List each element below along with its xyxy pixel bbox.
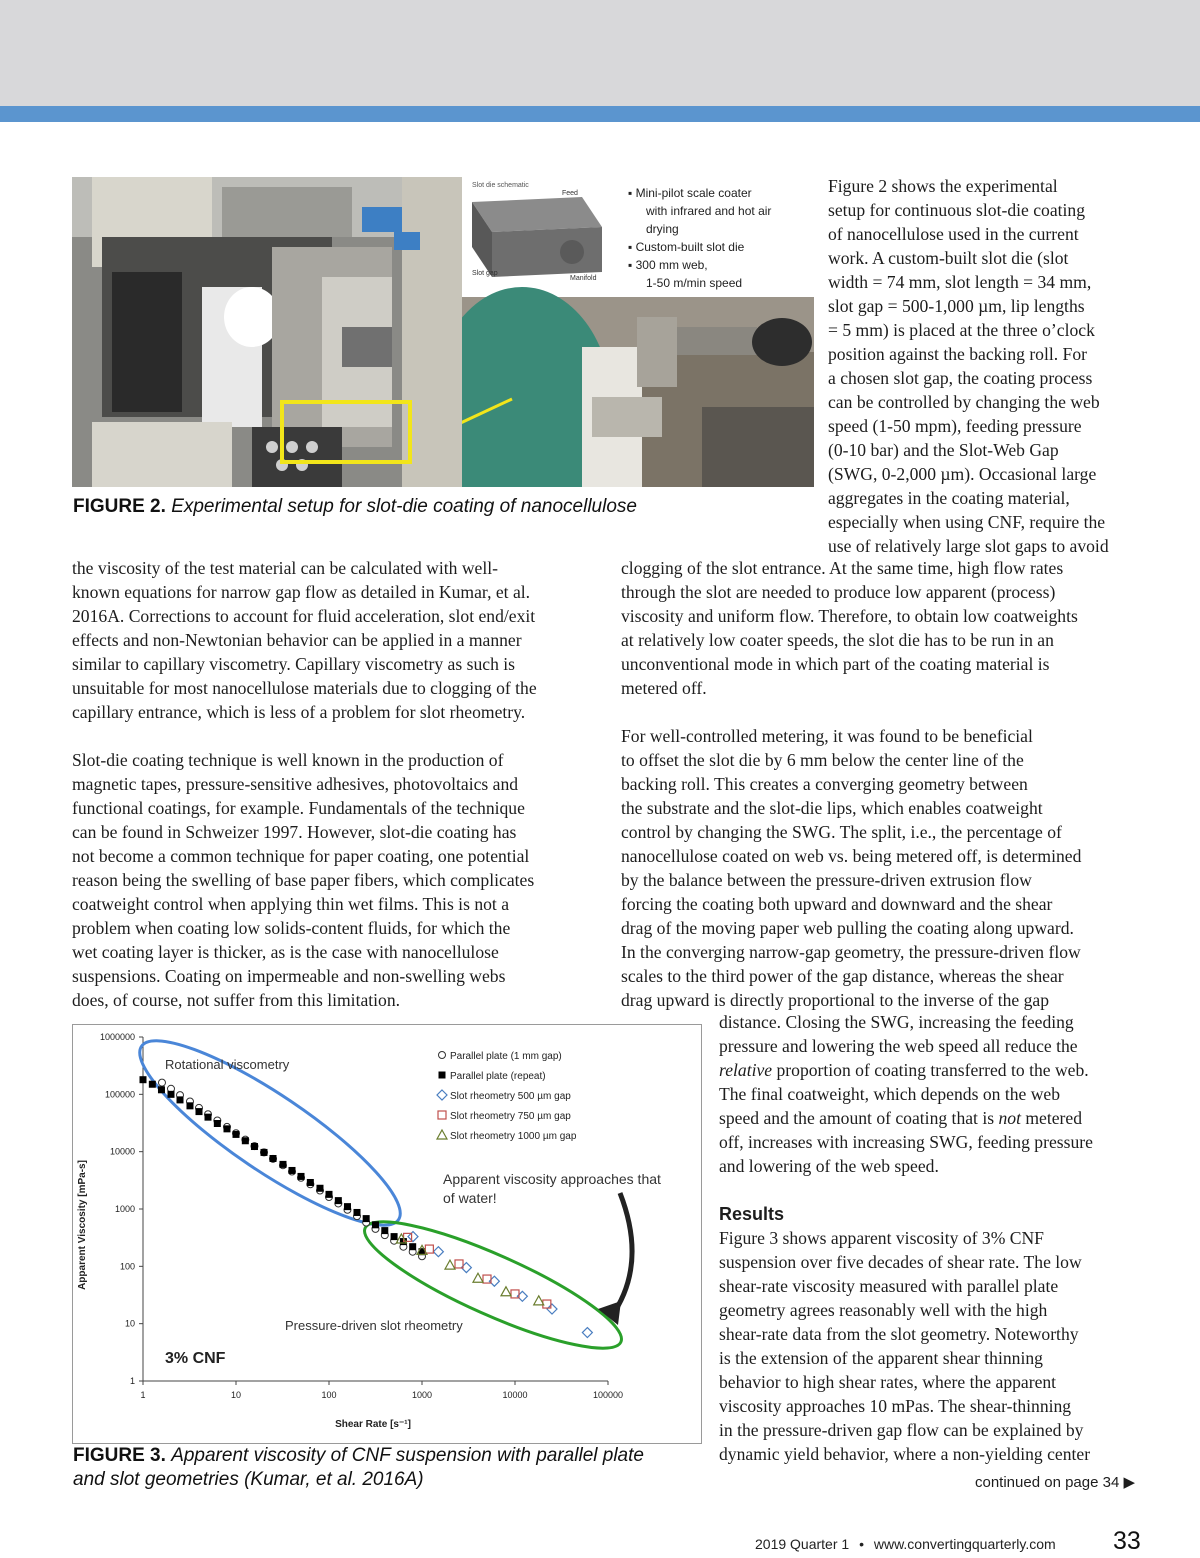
data-point-series-1 (363, 1215, 370, 1222)
annotation-water-1: Apparent viscosity approaches that (443, 1171, 661, 1187)
text-line: the substrate and the slot-die lips, which enables coatweight (621, 798, 1043, 818)
text-line: pressure and lowering the web speed all reduce the (719, 1036, 1078, 1056)
bullet-1-cont-a: with infrared and hot air (646, 204, 772, 218)
y-tick-label: 1000 (114, 1204, 135, 1214)
annotation-slot: Pressure-driven slot rheometry (285, 1318, 463, 1333)
text-line: of nanocellulose used in the current (828, 224, 1079, 244)
continued-link[interactable]: continued on page 34 ▶ (975, 1474, 1135, 1491)
water-arrow (611, 1193, 632, 1317)
paragraph-slot-rheometry (72, 556, 607, 724)
text-line: speed and the amount of coating that is (719, 1108, 999, 1128)
text-line: at relatively low coater speeds, the slot die has to be run in an (621, 630, 1054, 650)
viscosity-chart (73, 1025, 701, 1443)
figure-3-caption (73, 1444, 703, 1492)
figure-3-chart (72, 1024, 702, 1444)
paragraph-swg (719, 1010, 1159, 1178)
text-line: = 5 mm) is placed at the three o’clock (828, 320, 1095, 340)
footer-info (755, 1536, 1056, 1552)
text-line: unsuitable for most nanocellulose materials due to clogging of the (72, 678, 537, 698)
figure-2-caption-text: Experimental setup for slot-die coating of nanocellulose (171, 496, 637, 517)
emphasis-not: not (998, 1108, 1021, 1128)
data-point-series-0 (158, 1079, 165, 1086)
text-line: metered (1020, 1108, 1083, 1128)
data-point-series-1 (233, 1131, 240, 1138)
data-point-series-1 (177, 1096, 184, 1103)
data-point-series-1 (409, 1243, 416, 1250)
figure-3-caption-line1: Apparent viscosity of CNF suspension with parallel plate (171, 1445, 644, 1466)
text-line: backing roll. This creates a converging geometry between (621, 774, 1028, 794)
legend-label: Parallel plate (1 mm gap) (450, 1051, 562, 1062)
paragraph-slot-die-technique (72, 748, 607, 1012)
data-point-series-1 (251, 1143, 258, 1150)
data-point-series-1 (316, 1185, 323, 1192)
data-point-series-2 (547, 1304, 557, 1314)
legend-marker (439, 1072, 446, 1079)
text-line: work. A custom-built slot die (slot (828, 248, 1069, 268)
data-point-series-1 (167, 1091, 174, 1098)
data-point-series-1 (242, 1137, 249, 1144)
paragraph-metering (621, 724, 1161, 1012)
text-line: drag of the moving paper web pulling the coating along upward. (621, 918, 1074, 938)
figure-3-caption-label: FIGURE 3. (73, 1445, 166, 1466)
slot-die-schematic (462, 177, 814, 487)
bullet-3: ▪ 300 mm web, (628, 258, 708, 272)
text-line: control by changing the SWG. The split, i.e., the percentage of (621, 822, 1062, 842)
text-line: distance. Closing the SWG, increasing the feeding (719, 1012, 1074, 1032)
text-line: For well-controlled metering, it was found to be beneficial (621, 726, 1033, 746)
text-line: drag upward is directly proportional to the inverse of the gap (621, 990, 1049, 1010)
text-line: clogging of the slot entrance. At the same time, high flow rates (621, 558, 1064, 578)
annotation-rotational: Rotational viscometry (165, 1057, 290, 1072)
text-line: off, increases with increasing SWG, feeding pressure (719, 1132, 1093, 1152)
y-tick-label: 1 (129, 1376, 135, 1386)
text-line: slot gap = 500-1,000 µm, lip lengths (828, 296, 1085, 316)
text-line: viscosity approaches 10 mPas. The shear-thinning (719, 1396, 1072, 1416)
coater-illustration (72, 177, 462, 487)
text-line: similar to capillary viscometry. Capillary viscometry as such is (72, 654, 515, 674)
figure-2-inset (462, 177, 814, 487)
data-point-series-1 (270, 1155, 277, 1162)
y-tick-label: 1000000 (99, 1032, 135, 1042)
legend-marker (438, 1111, 446, 1119)
figure-2-photo (72, 177, 462, 487)
text-line: known equations for narrow gap flow as detailed in Kumar, et al. (72, 582, 531, 602)
text-line: is the extension of the apparent shear thinning (719, 1348, 1043, 1368)
left-column (72, 556, 607, 1012)
text-line: the viscosity of the test material can be calculated with well- (72, 558, 499, 578)
x-tick-label: 100 (321, 1390, 337, 1400)
text-line: in the pressure-driven gap flow can be explained by (719, 1420, 1084, 1440)
text-line: The final coatweight, which depends on the web (719, 1084, 1061, 1104)
data-point-series-1 (326, 1191, 333, 1198)
footer-bullet: • (859, 1536, 864, 1552)
bullet-3-cont: 1-50 m/min speed (646, 276, 743, 290)
text-line: shear-rate data from the slot geometry. Noteworthy (719, 1324, 1079, 1344)
bullet-1-cont-b: drying (646, 222, 679, 236)
chart-legend (437, 1051, 577, 1142)
text-line: setup for continuous slot-die coating (828, 200, 1086, 220)
y-tick-label: 10000 (109, 1146, 135, 1157)
text-line: unconventional mode in which part of the coating material is (621, 654, 1050, 674)
text-line: speed (1-50 mpm), feeding pressure (828, 416, 1082, 436)
data-point-series-1 (288, 1167, 295, 1174)
figure-2-caption (73, 495, 693, 519)
legend-label: Slot rheometry 1000 µm gap (450, 1131, 577, 1142)
text-line: In the converging narrow-gap geometry, the pressure-driven flow (621, 942, 1081, 962)
figure-3-caption-line2: and slot geometries (Kumar, et al. 2016A) (73, 1469, 424, 1490)
text-line: scales to the third power of the gap distance, whereas the shear (621, 966, 1064, 986)
data-point-series-1 (195, 1108, 202, 1115)
text-line: forcing the coating both upward and downward and the shear (621, 894, 1053, 914)
y-tick-label: 100000 (104, 1089, 135, 1100)
text-line: Figure 3 shows apparent viscosity of 3% CNF (719, 1228, 1044, 1248)
emphasis-relative: relative (719, 1060, 773, 1080)
text-line: metered off. (621, 678, 707, 698)
text-line: suspension over five decades of shear rate. The low (719, 1252, 1082, 1272)
text-line: to offset the slot die by 6 mm below the center line of the (621, 750, 1024, 770)
data-point-series-1 (140, 1076, 147, 1083)
page-number: 33 (1113, 1527, 1141, 1555)
bullet-2: ▪ Custom-built slot die (628, 240, 745, 254)
data-point-series-1 (307, 1179, 314, 1186)
schematic-manifold-label: Manifold (570, 275, 597, 282)
text-line: dynamic yield behavior, where a non-yielding center (719, 1444, 1091, 1464)
data-point-series-1 (205, 1114, 212, 1121)
data-point-series-1 (149, 1081, 156, 1088)
header-band (0, 0, 1200, 106)
schematic-title: Slot die schematic (472, 182, 529, 189)
legend-label: Parallel plate (repeat) (450, 1071, 546, 1082)
text-line: wet coating layer is thicker, as is the case with nanocellulose (72, 942, 499, 962)
legend-marker (437, 1090, 447, 1100)
x-tick-label: 100000 (592, 1390, 624, 1400)
text-line: 2016A. Corrections to account for fluid acceleration, slot end/exit (72, 606, 536, 626)
text-line: especially when using CNF, require the (828, 512, 1106, 532)
data-point-series-4 (534, 1296, 544, 1305)
text-line: suspensions. Coating on impermeable and non-swelling webs (72, 966, 506, 986)
footer-site[interactable]: www.convertingquarterly.com (873, 1536, 1056, 1552)
text-line: viscosity and uniform flow. Therefore, to obtain low coatweights (621, 606, 1078, 626)
x-tick-label: 1 (140, 1390, 146, 1400)
x-tick-label: 10000 (502, 1390, 528, 1400)
x-tick-label: 1000 (411, 1390, 433, 1400)
text-line: reason being the swelling of base paper fibers, which complicates (72, 870, 535, 890)
figure-2-caption-label: FIGURE 2. (73, 496, 166, 517)
text-line: by the balance between the pressure-driven extrusion flow (621, 870, 1032, 890)
data-point-series-1 (372, 1221, 379, 1228)
data-point-series-2 (433, 1247, 443, 1257)
text-line: not become a common technique for paper coating, one potential (72, 846, 530, 866)
results-heading: Results (719, 1204, 785, 1224)
data-point-series-4 (445, 1260, 455, 1269)
y-tick-label: 10 (124, 1318, 135, 1329)
data-point-series-4 (501, 1287, 511, 1296)
y-tick-label: 100 (119, 1261, 135, 1272)
legend-label: Slot rheometry 500 µm gap (450, 1091, 571, 1102)
data-point-series-1 (186, 1102, 193, 1109)
schematic-slotgap-label: Slot gap (472, 270, 498, 277)
data-point-series-1 (158, 1086, 165, 1093)
text-line: effects and non-Newtonian behavior can be applied in a manner (72, 630, 522, 650)
text-line: capillary entrance, which is less of a problem for slot rheometry. (72, 702, 526, 722)
text-line: magnetic tapes, pressure-sensitive adhesives, photovoltaics and (72, 774, 519, 794)
text-line: aggregates in the coating material, (828, 488, 1070, 508)
data-point-series-1 (335, 1197, 342, 1204)
data-point-series-3 (425, 1245, 433, 1253)
intro-paragraph (828, 174, 1158, 558)
data-point-series-1 (214, 1120, 221, 1127)
right-column-bottom (719, 1010, 1159, 1466)
legend-label: Slot rheometry 750 µm gap (450, 1111, 571, 1122)
text-line: nanocellulose coated on web vs. being metered off, is determined (621, 846, 1082, 866)
text-line: Figure 2 shows the experimental (828, 176, 1058, 196)
legend-marker (437, 1130, 447, 1139)
data-point-series-4 (473, 1273, 483, 1282)
text-line: position against the backing roll. For (828, 344, 1087, 364)
x-axis-label: Shear Rate [s⁻¹] (335, 1419, 411, 1430)
text-line: Slot-die coating technique is well known in the production of (72, 750, 504, 770)
text-line: geometry agrees reasonably well with the high (719, 1300, 1048, 1320)
text-line: use of relatively large slot gaps to avoid (828, 536, 1109, 556)
results-section (719, 1202, 1159, 1466)
text-line: and lowering of the web speed. (719, 1156, 939, 1176)
data-point-series-1 (381, 1227, 388, 1234)
bullet-1: ▪ Mini-pilot scale coater (628, 186, 752, 200)
data-point-series-1 (353, 1209, 360, 1216)
text-line: can be controlled by changing the web (828, 392, 1100, 412)
text-line: can be found in Schweizer 1997. However, slot-die coating has (72, 822, 517, 842)
annotation-sample: 3% CNF (165, 1350, 226, 1367)
legend-marker (439, 1052, 446, 1059)
text-line: problem when coating low solids-content fluids, for which the (72, 918, 511, 938)
data-point-series-1 (344, 1203, 351, 1210)
text-line: through the slot are needed to produce low apparent (process) (621, 582, 1056, 602)
text-line: does, of course, not suffer from this limitation. (72, 990, 401, 1010)
schematic-feed-label: Feed (562, 190, 578, 197)
data-point-series-1 (279, 1161, 286, 1168)
text-line: width = 74 mm, slot length = 34 mm, (828, 272, 1092, 292)
data-point-series-1 (391, 1233, 398, 1240)
text-line: a chosen slot gap, the coating process (828, 368, 1093, 388)
text-line: functional coatings, for example. Fundamentals of the technique (72, 798, 525, 818)
data-point-series-1 (223, 1125, 230, 1132)
footer-issue: 2019 Quarter 1 (755, 1536, 850, 1552)
x-tick-label: 10 (230, 1390, 242, 1400)
data-point-series-2 (582, 1328, 592, 1338)
header-stripe (0, 106, 1200, 122)
y-axis-label: Apparent Viscosity [mPa-s] (77, 1160, 88, 1290)
text-line: shear-rate viscosity measured with parallel plate (719, 1276, 1059, 1296)
text-line: behavior to high shear rates, where the apparent (719, 1372, 1057, 1392)
data-point-series-1 (260, 1149, 267, 1156)
text-line: proportion of coating transferred to the web. (772, 1060, 1089, 1080)
text-line: (0-10 bar) and the Slot-Web Gap (828, 440, 1059, 460)
paragraph-clogging (621, 556, 1161, 700)
text-line: coatweight control when applying thin wet films. This is not a (72, 894, 510, 914)
chart-axes (100, 1032, 623, 1400)
right-column-middle (621, 556, 1161, 1012)
data-point-series-1 (298, 1173, 305, 1180)
text-line: (SWG, 0-2,000 µm). Occasional large (828, 464, 1097, 484)
annotation-water-2: of water! (443, 1190, 497, 1206)
